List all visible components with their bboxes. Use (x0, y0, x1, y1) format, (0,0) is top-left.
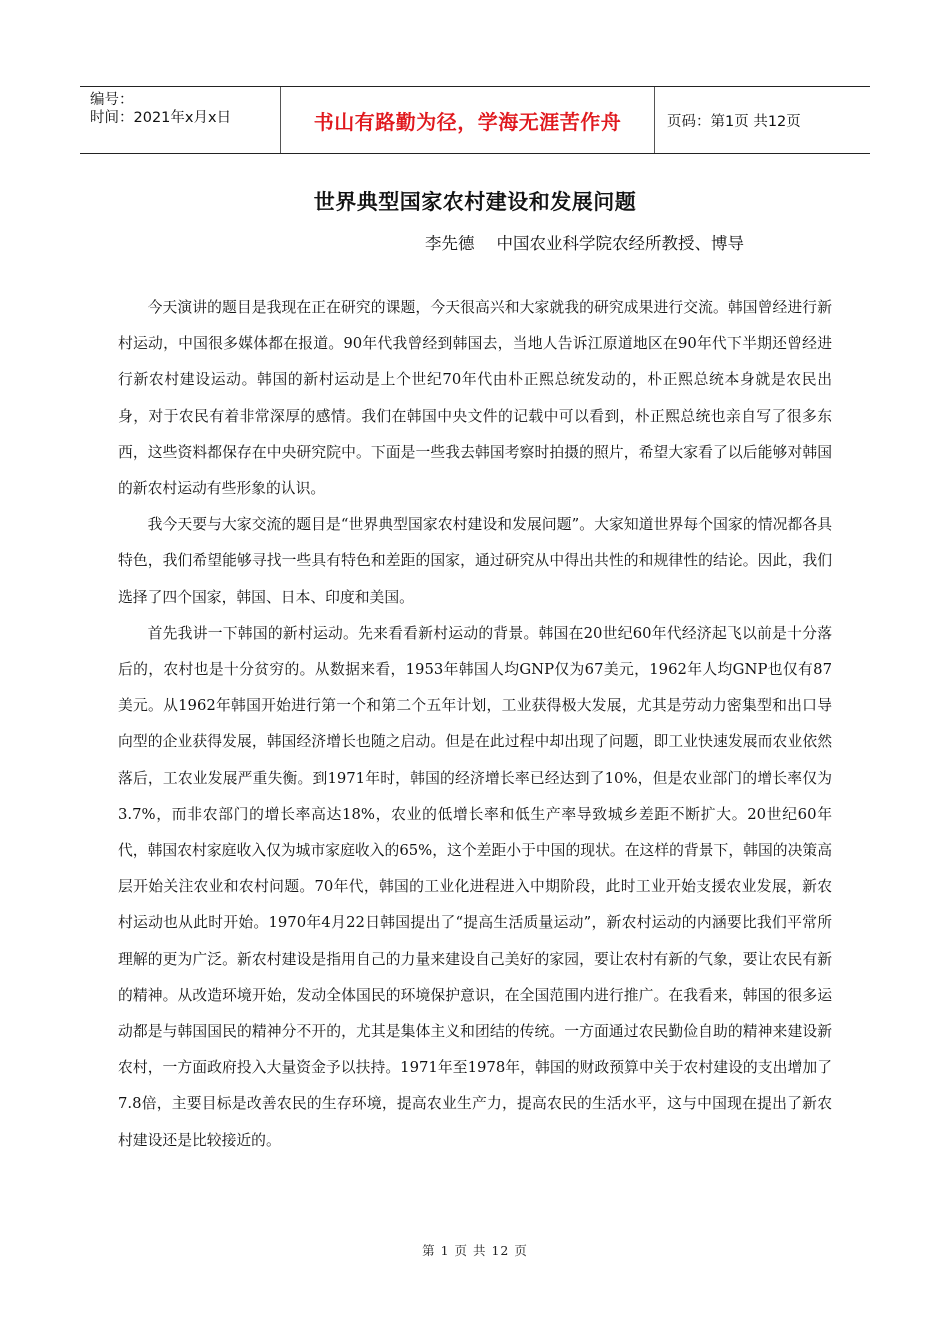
header-page-info: 页码：第1页 共12页 (667, 113, 801, 130)
header-table (80, 86, 870, 154)
author-affiliation: 中国农业科学院农经所教授、博导 (496, 234, 744, 253)
body-paragraph-3: 首先我讲一下韩国的新村运动。先来看看新村运动的背景。韩国在20世纪60年代经济起飞以前是十分落后的，农村也是十分贫穷的。从数据来看，1953年韩国人均GNP仅为67美元，1962年人均GNP也仅有87美元。从1962年韩国开始进行第一个和第二个五年计划，工业获得极大发展，尤其是劳动力密集型和出口导向型的企业获得发展，韩国经济增长也随之启动。但是在此过程中却出现了问题，即工业快速发展而农业依然落后，工农业发展严重失衡。到1971年时，韩国的经济增长率已经达到了10%，但是农业部门的增长率仅为3.7%，而非农部门的增长率高达18%，农业的低增长率和低生产率导致城乡差距不断扩大。20世纪60年代，韩国农村家庭收入仅为城市家庭收入的65%，这个差距小于中国的现状。在这样的背景下，韩国的决策高层开始关注农业和农村问题。70年代，韩国的工业化进程进入中期阶段，此时工业开始支援农业发展，新农村运动也从此时开始。1970年4月22日韩国提出了“提高生活质量运动”，新农村运动的内涵要比我们平常所理解的更为广泛。新农村建设是指用自己的力量来建设自己美好的家园，要让农村有新的气象，要让农民有新的精神。从改造环境开始，发动全体国民的环境保护意识，在全国范围内进行推广。在我看来，韩国的很多运动都是与韩国国民的精神分不开的，尤其是集体主义和团结的传统。一方面通过农民勤俭自助的精神来建设新农村，一方面政府投入大量资金予以扶持。1971年至1978年，韩国的财政预算中关于农村建设的支出增加了7.8倍，主要目标是改善农民的生存环境，提高农业生产力，提高农民的生活水平，这与中国现在提出了新农村建设还是比较接近的。 (118, 624, 832, 1149)
page-footer: 第 1 页 共 12 页 (422, 1243, 528, 1258)
author-name: 李先德 (425, 234, 475, 253)
document-title: 世界典型国家农村建设和发展问题 (313, 189, 637, 214)
header-motto: 书山有路勤为径，学海无涯苦作舟 (281, 87, 655, 153)
body-paragraph-2: 我今天要与大家交流的题目是“世界典型国家农村建设和发展问题”。大家知道世界每个国家的情况都各具特色，我们希望能够寻找一些具有特色和差距的国家，通过研究从中得出共性的和规律性的结论。因此，我们选择了四个国家，韩国、日本、印度和美国。 (118, 516, 832, 606)
document-body (118, 290, 832, 1159)
document-time-label: 时间：2021年x月x日 (90, 110, 232, 126)
header-meta-cell (80, 87, 281, 153)
author-line (425, 230, 744, 254)
document-number-label: 编号： (90, 92, 134, 108)
body-paragraph-1: 今天演讲的题目是我现在正在研究的课题，今天很高兴和大家就我的研究成果进行交流。韩国曾经进行新村运动，中国很多媒体都在报道。90年代我曾经到韩国去，当地人告诉江原道地区在90年代下半期还曾经进行新农村建设运动。韩国的新村运动是上个世纪70年代由朴正熙总统发动的，朴正熙总统本身就是农民出身，对于农民有着非常深厚的感情。我们在韩国中央文件的记载中可以看到，朴正熙总统也亲自写了很多东西，这些资料都保存在中央研究院中。下面是一些我去韩国考察时拍摄的照片，希望大家看了以后能够对韩国的新农村运动有些形象的认识。 (118, 299, 832, 498)
